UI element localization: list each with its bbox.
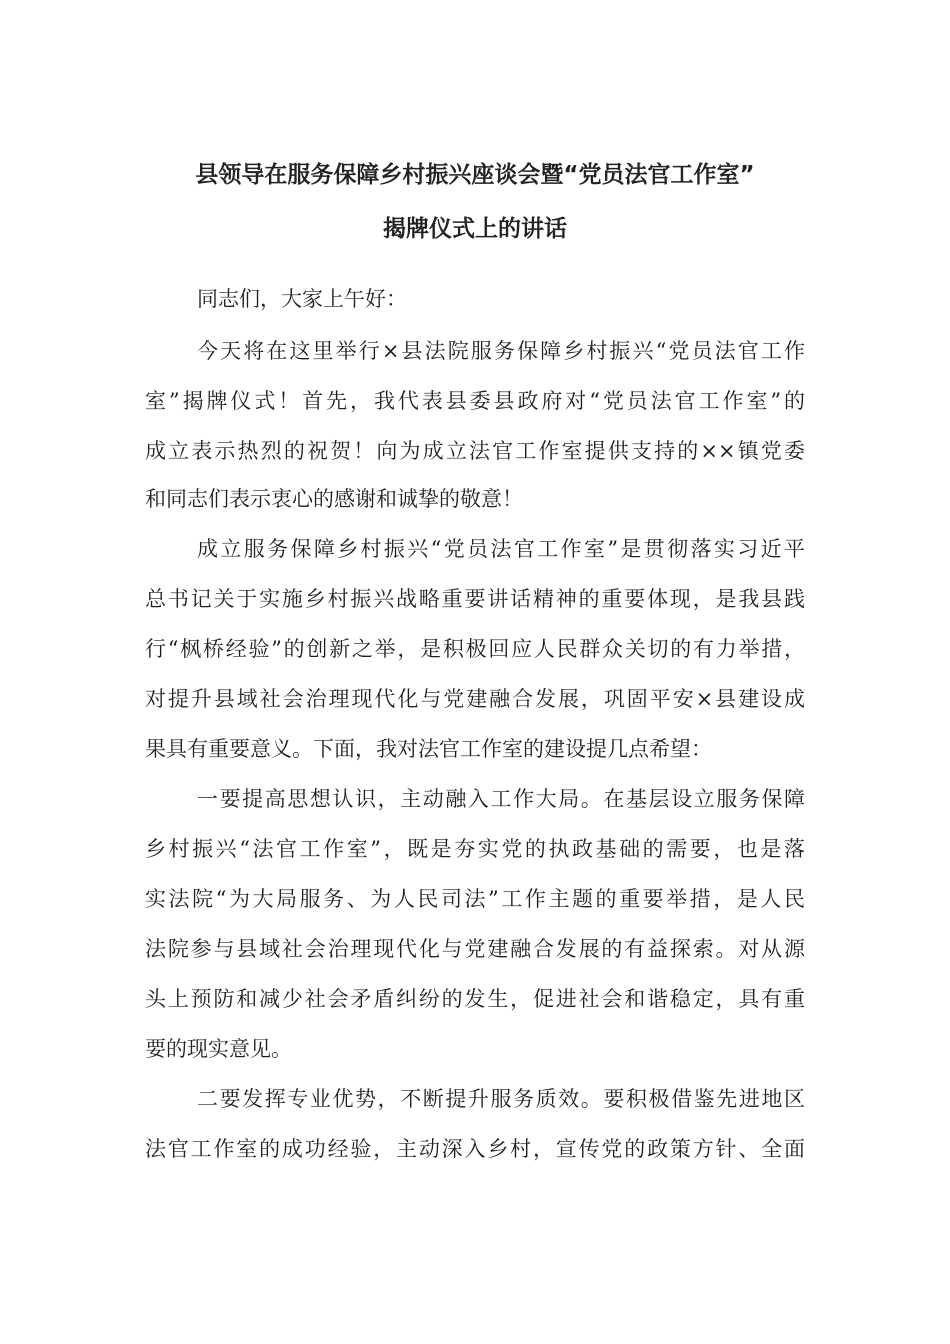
body-text-line: 室”揭牌仪式！首先，我代表县委县政府对“党员法官工作室”的 <box>145 389 805 413</box>
body-text-line: 同志们，大家上午好： <box>197 287 407 311</box>
body-text-line: 总书记关于实施乡村振兴战略重要讲话精神的重要体现，是我县践 <box>145 587 805 611</box>
body-text-line: 成立服务保障乡村振兴“党员法官工作室”是贯彻落实习近平 <box>197 537 805 561</box>
body-text-line: 和同志们表示衷心的感谢和诚挚的敬意！ <box>145 487 523 511</box>
body-text-line: 乡村振兴“法官工作室”，既是夯实党的执政基础的需要，也是落 <box>145 837 805 861</box>
body-text-line: 要的现实意见。 <box>145 1037 292 1061</box>
body-text-line: 头上预防和减少社会矛盾纠纷的发生，促进社会和谐稳定，具有重 <box>145 987 805 1011</box>
body-text-line: 法院参与县域社会治理现代化与党建融合发展的有益探索。对从源 <box>145 937 805 961</box>
document-title-line-2: 揭牌仪式上的讲话 <box>383 216 567 242</box>
body-text-line: 行“枫桥经验”的创新之举，是积极回应人民群众关切的有力举措， <box>145 637 805 661</box>
body-text-line: 一要提高思想认识，主动融入工作大局。在基层设立服务保障 <box>197 787 805 811</box>
body-text-line: 实法院“为大局服务、为人民司法”工作主题的重要举措，是人民 <box>145 887 805 911</box>
body-text-line: 法官工作室的成功经验，主动深入乡村，宣传党的政策方针、全面 <box>145 1137 805 1161</box>
body-text-line: 二要发挥专业优势，不断提升服务质效。要积极借鉴先进地区 <box>197 1087 805 1111</box>
body-text-line: 对提升县域社会治理现代化与党建融合发展，巩固平安×县建设成 <box>145 687 805 711</box>
body-text-line: 今天将在这里举行×县法院服务保障乡村振兴“党员法官工作 <box>197 339 805 363</box>
body-text-line: 果具有重要意义。下面，我对法官工作室的建设提几点希望： <box>145 737 712 761</box>
body-text-line: 成立表示热烈的祝贺！向为成立法官工作室提供支持的××镇党委 <box>145 439 805 463</box>
document-title-line-1: 县领导在服务保障乡村振兴座谈会暨“党员法官工作室” <box>195 162 755 188</box>
